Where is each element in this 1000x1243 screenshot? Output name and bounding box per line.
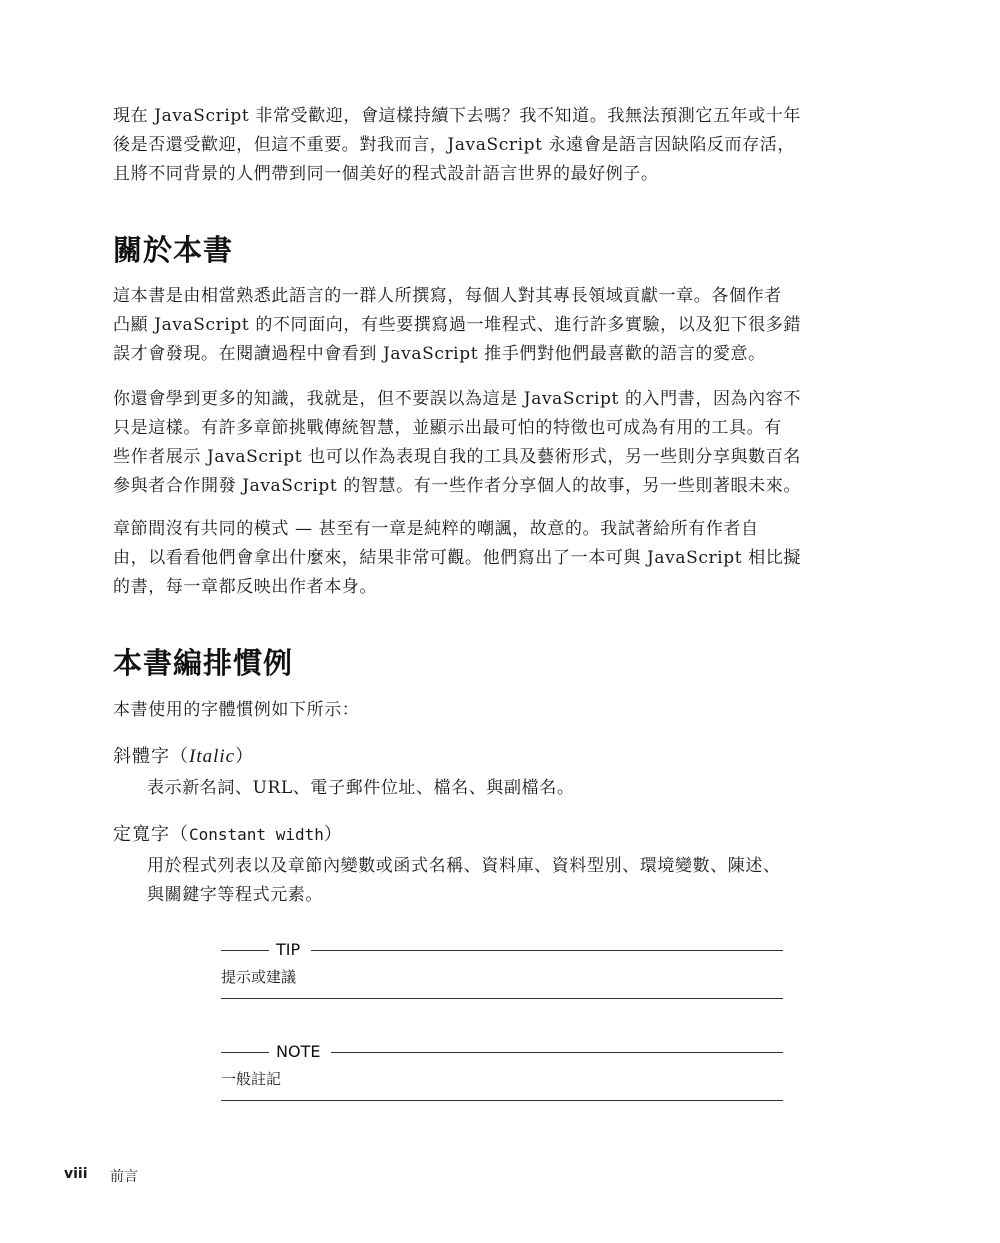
paragraph-line: 參與者合作開發 JavaScript 的智慧。有一些作者分享個人的故事，另一些則著眼未來。 (113, 476, 801, 496)
paragraph-line: 誤才會發現。在閱讀過程中會看到 JavaScript 推手們對他們最喜歡的語言的愛意。 (113, 344, 766, 364)
paragraph-line: 凸顯 JavaScript 的不同面向，有些要撰寫過一堆程式、進行許多實驗，以及犯下很多錯 (113, 315, 801, 335)
about-heading: 關於本書 (113, 233, 234, 267)
about-paragraph-1 (113, 282, 873, 369)
tip-header (221, 940, 783, 960)
term-prefix: 定寬字（ (113, 824, 189, 845)
conventions-intro: 本書使用的字體慣例如下所示： (113, 700, 360, 720)
intro-line: 且將不同背景的人們帶到同一個美好的程式設計語言世界的最好例子。 (113, 164, 659, 184)
note-rule-left (221, 1052, 269, 1053)
running-footer-title: 前言 (110, 1169, 138, 1185)
term-suffix: ） (235, 746, 255, 767)
definition-line: 與關鍵字等程式元素。 (147, 885, 323, 905)
term-suffix: ） (323, 824, 343, 845)
note-header (221, 1042, 783, 1062)
term-prefix: 斜體字（ (113, 746, 189, 767)
tip-box (221, 940, 783, 999)
paragraph-line: 些作者展示 JavaScript 也可以作為表現自我的工具及藝術形式，另一些則分享與數百名 (113, 447, 801, 467)
paragraph-line: 的書，每一章都反映出作者本身。 (113, 577, 377, 597)
note-rule-bottom (221, 1100, 783, 1101)
monospace-definition (147, 852, 867, 910)
conventions-heading: 本書編排慣例 (113, 646, 294, 680)
intro-line: 現在 JavaScript 非常受歡迎，會這樣持續下去嗎？我不知道。我無法預測它五年或十年 (113, 106, 801, 126)
note-rule-right (331, 1052, 783, 1053)
paragraph-line: 由，以看看他們會拿出什麼來，結果非常可觀。他們寫出了一本可與 JavaScript 相比擬 (113, 548, 801, 568)
definition-line: 表示新名詞、URL、電子郵件位址、檔名、與副檔名。 (147, 778, 575, 798)
italic-sample: Italic (189, 746, 236, 767)
about-paragraph-3 (113, 515, 873, 602)
note-box (221, 1042, 783, 1101)
tip-rule-left (221, 950, 269, 951)
note-label: NOTE (276, 1042, 326, 1061)
intro-line: 後是否還受歡迎，但這不重要。對我而言，JavaScript 永遠會是語言因缺陷反而存活， (113, 135, 795, 155)
monospace-sample: Constant width (189, 825, 324, 844)
intro-paragraph (113, 102, 873, 189)
tip-label: TIP (276, 940, 306, 959)
about-paragraph-2 (113, 385, 873, 501)
tip-text: 提示或建議 (221, 968, 297, 986)
paragraph-line: 章節間沒有共同的模式 — 甚至有一章是純粹的嘲諷，故意的。我試著給所有作者自 (113, 519, 759, 539)
paragraph-line: 你還會學到更多的知識，我就是，但不要誤以為這是 JavaScript 的入門書，因為內容不 (113, 389, 801, 409)
note-text: 一般註記 (221, 1070, 282, 1088)
tip-rule-right (311, 950, 783, 951)
paragraph-line: 只是這樣。有許多章節挑戰傳統智慧，並顯示出最可怕的特徵也可成為有用的工具。有 (113, 418, 782, 438)
paragraph-line: 這本書是由相當熟悉此語言的一群人所撰寫，每個人對其專長領域貢獻一章。各個作者 (113, 286, 782, 306)
tip-rule-bottom (221, 998, 783, 999)
page-number: viii (64, 1166, 88, 1182)
italic-term (113, 742, 254, 768)
monospace-term (113, 820, 343, 846)
definition-line: 用於程式列表以及章節內變數或函式名稱、資料庫、資料型別、環境變數、陳述、 (147, 856, 781, 876)
italic-definition (147, 774, 867, 803)
